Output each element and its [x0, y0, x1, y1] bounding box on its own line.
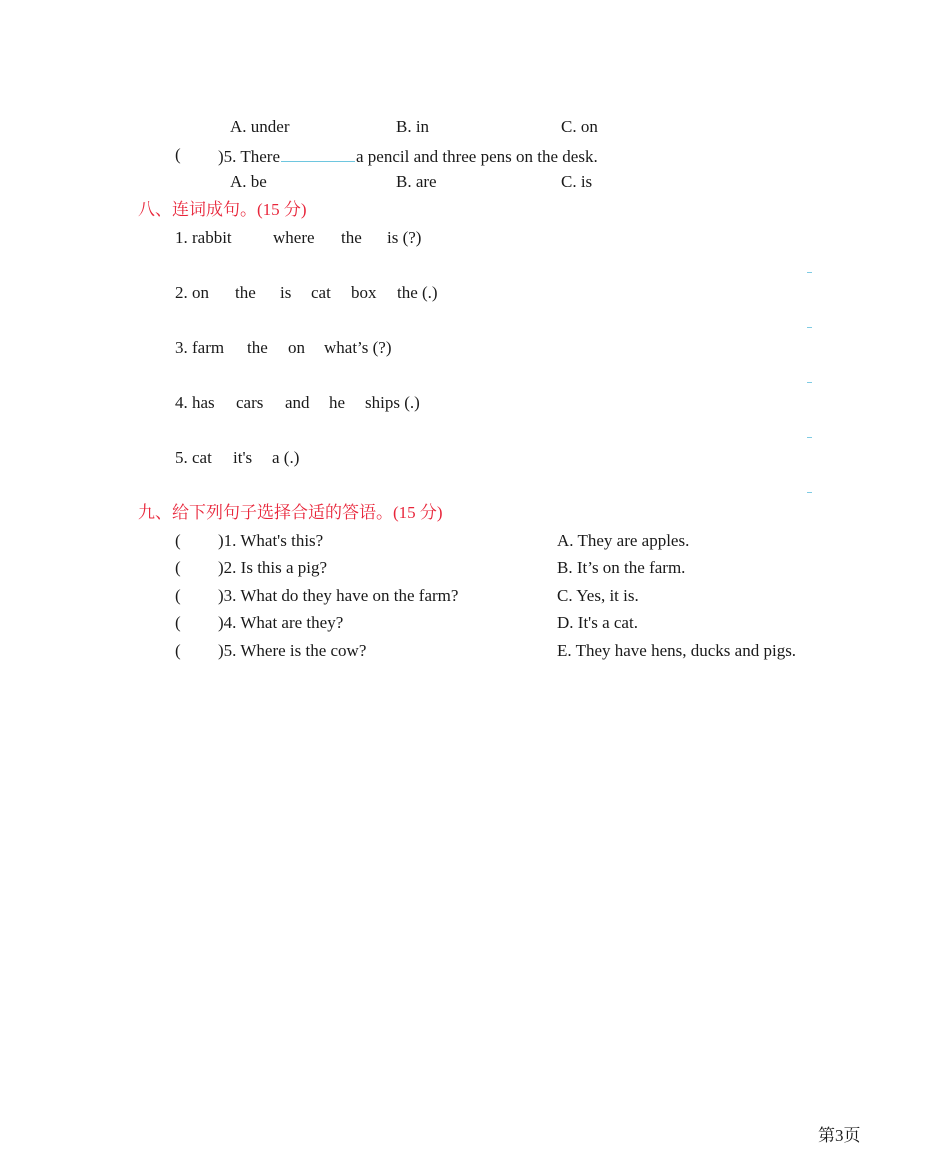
q5-blank[interactable]: [281, 145, 355, 162]
word: is (?): [387, 228, 422, 247]
word: 1. rabbit: [175, 228, 232, 247]
word: 2. on: [175, 283, 209, 302]
word: 3. farm: [175, 338, 225, 357]
word: a (.): [272, 448, 300, 467]
answer-line-mark: [807, 492, 812, 493]
word: he: [329, 393, 346, 412]
answer-option: C. Yes, it is.: [557, 586, 639, 605]
q5-option-b: B. are: [396, 172, 437, 191]
q4-option-b: B. in: [396, 117, 430, 136]
answer-paren: (: [175, 613, 181, 632]
word: the: [247, 338, 268, 357]
section9-heading: 九、给下列句子选择合适的答语。(15 分): [138, 503, 443, 522]
word: ships (.): [365, 393, 420, 412]
question: )1. What's this?: [218, 531, 324, 550]
question: )3. What do they have on the farm?: [218, 586, 459, 605]
word: is: [280, 283, 292, 302]
question: )2. Is this a pig?: [218, 558, 328, 577]
word: the: [235, 283, 256, 302]
q4-option-c: C. on: [561, 117, 598, 136]
word: 5. cat: [175, 448, 212, 467]
word: box: [351, 283, 377, 302]
word: 4. has: [175, 393, 215, 412]
word: the (.): [397, 283, 438, 302]
answer-line-mark: [807, 327, 812, 328]
page-number: 第3页: [818, 1126, 861, 1145]
word: cars: [236, 393, 264, 412]
q5-option-c: C. is: [561, 172, 593, 191]
word: what’s (?): [324, 338, 392, 357]
answer-option: A. They are apples.: [557, 531, 690, 550]
q5-option-a: A. be: [230, 172, 267, 191]
answer-option: B. It’s on the farm.: [557, 558, 686, 577]
word: on: [288, 338, 305, 357]
q4-option-a: A. under: [230, 117, 290, 136]
word: the: [341, 228, 362, 247]
word: cat: [311, 283, 331, 302]
question: )4. What are they?: [218, 613, 344, 632]
answer-paren: (: [175, 641, 181, 660]
answer-option: D. It's a cat.: [557, 613, 638, 632]
section8-heading: 八、连词成句。(15 分): [138, 200, 307, 219]
answer-paren: (: [175, 586, 181, 605]
q5-prefix: )5. There: [218, 147, 280, 166]
answer-paren: (: [175, 531, 181, 550]
answer-line-mark: [807, 382, 812, 383]
word: it's: [233, 448, 253, 467]
answer-paren: (: [175, 558, 181, 577]
word: where: [273, 228, 315, 247]
answer-line-mark: [807, 437, 812, 438]
q5-suffix: a pencil and three pens on the desk.: [356, 147, 598, 166]
q5-question: [218, 145, 598, 167]
q5-paren: (: [175, 145, 181, 164]
question: )5. Where is the cow?: [218, 641, 367, 660]
answer-option: E. They have hens, ducks and pigs.: [557, 641, 797, 660]
answer-line-mark: [807, 272, 812, 273]
word: and: [285, 393, 310, 412]
